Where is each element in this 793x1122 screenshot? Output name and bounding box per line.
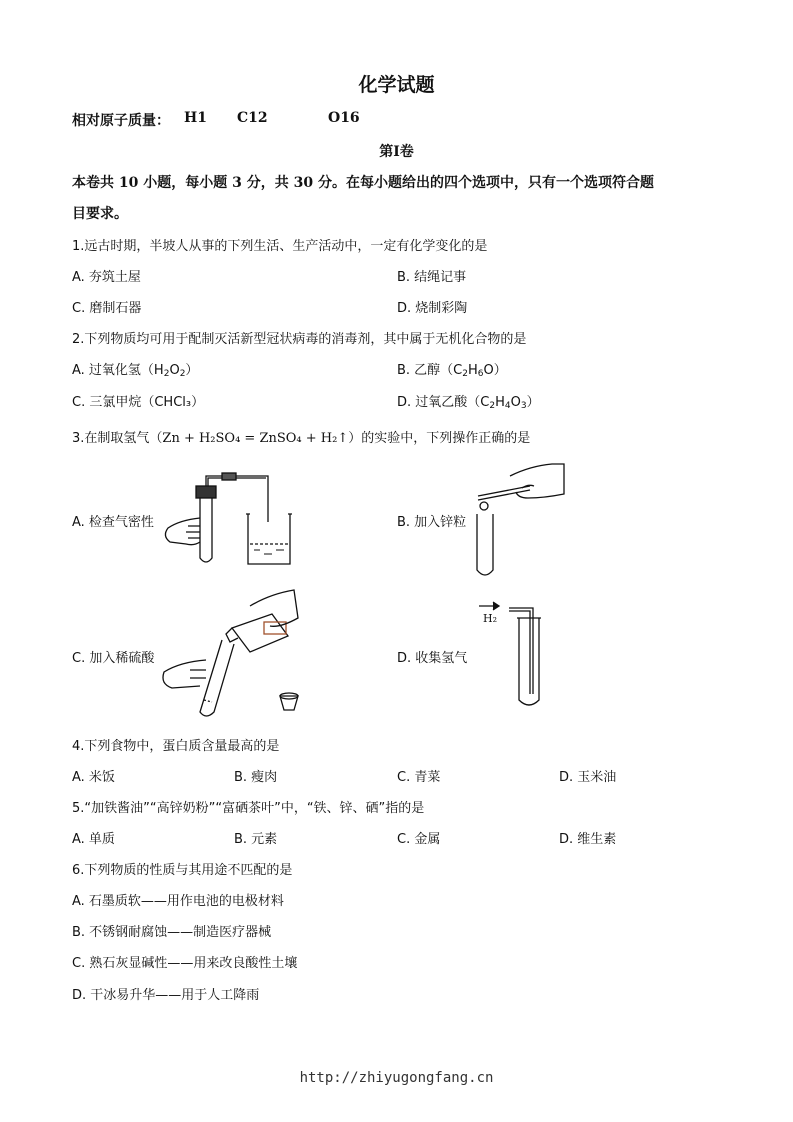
q1-option-d: D. 烧制彩陶 (397, 301, 468, 316)
figure-airtightness-check (160, 470, 295, 570)
q1-stem: 1.远古时期，半坡人从事的下列生活、生产活动中，一定有化学变化的是 (72, 239, 488, 254)
q1-option-c: C. 磨制石器 (72, 301, 142, 316)
q3-option-c: C. 加入稀硫酸 (72, 651, 155, 666)
q4-stem: 4.下列食物中，蛋白质含量最高的是 (72, 739, 280, 754)
q4-option-a: A. 米饭 (72, 770, 115, 785)
q5-option-a: A. 单质 (72, 832, 115, 847)
q2-stem: 2.下列物质均可用于配制灭活新型冠状病毒的消毒剂，其中属于无机化合物的是 (72, 332, 527, 347)
q3-option-b: B. 加入锌粒 (397, 515, 467, 530)
q5-stem: 5.“加铁酱油”“高锌奶粉”“富硒茶叶”中，“铁、锌、硒”指的是 (72, 801, 425, 816)
q3-option-a: A. 检查气密性 (72, 515, 154, 530)
q6-option-a: A. 石墨质软——用作电池的电极材料 (72, 894, 284, 909)
footer-url[interactable]: http://zhiyugongfang.cn (299, 1070, 494, 1086)
q4-option-c: C. 青菜 (397, 770, 441, 785)
q4-option-d: D. 玉米油 (559, 770, 617, 785)
volume-heading: 第Ⅰ卷 (379, 144, 414, 160)
instructions-line-1: 本卷共 10 小题，每小题 3 分，共 30 分。在每小题给出的四个选项中，只有一个选项符合题 (72, 175, 654, 191)
figure-add-acid (160, 588, 310, 718)
q4-option-b: B. 瘦肉 (234, 770, 278, 785)
q6-option-b: B. 不锈钢耐腐蚀——制造医疗器械 (72, 925, 272, 940)
figure-add-zinc (470, 462, 570, 578)
q6-option-c: C. 熟石灰显碱性——用来改良酸性土壤 (72, 956, 298, 971)
page-title: 化学试题 (358, 74, 435, 96)
q5-option-b: B. 元素 (234, 832, 278, 847)
q5-option-c: C. 金属 (397, 832, 441, 847)
q1-option-b: B. 结绳记事 (397, 270, 467, 285)
h2-label: H₂ (483, 612, 498, 625)
atomic-mass-label: 相对原子质量： (72, 113, 170, 129)
q2-option-b: B. 乙醇$(C_2H_6O)$ (397, 363, 507, 379)
q2-option-d: D. 过氧乙酸$(C_2H_4O_3)$ (397, 395, 540, 411)
atomic-mass-c: C12 (237, 110, 268, 126)
q3-option-d: D. 收集氢气 (397, 651, 468, 666)
q1-option-a: A. 夯筑土屋 (72, 270, 141, 285)
q3-stem: 3.在制取氢气（Zn + H₂SO₄ = ZnSO₄ + H₂↑）的实验中，下列操作正确的是 (72, 431, 531, 446)
q2-option-a: A. 过氧化氢$(H_2O_2)$ (72, 363, 199, 379)
atomic-mass-h: H1 (184, 110, 207, 126)
atomic-mass-o: O16 (328, 110, 360, 126)
q6-stem: 6.下列物质的性质与其用途不匹配的是 (72, 863, 293, 878)
q6-option-d: D. 干冰易升华——用于人工降雨 (72, 988, 260, 1003)
q2-option-c: C. 三氯甲烷（CHCl₃） (72, 395, 205, 410)
q3-equation: Zn + H₂SO₄ = ZnSO₄ + H₂↑ (162, 431, 349, 446)
q5-option-d: D. 维生素 (559, 832, 617, 847)
instructions-line-2: 目要求。 (72, 206, 128, 222)
